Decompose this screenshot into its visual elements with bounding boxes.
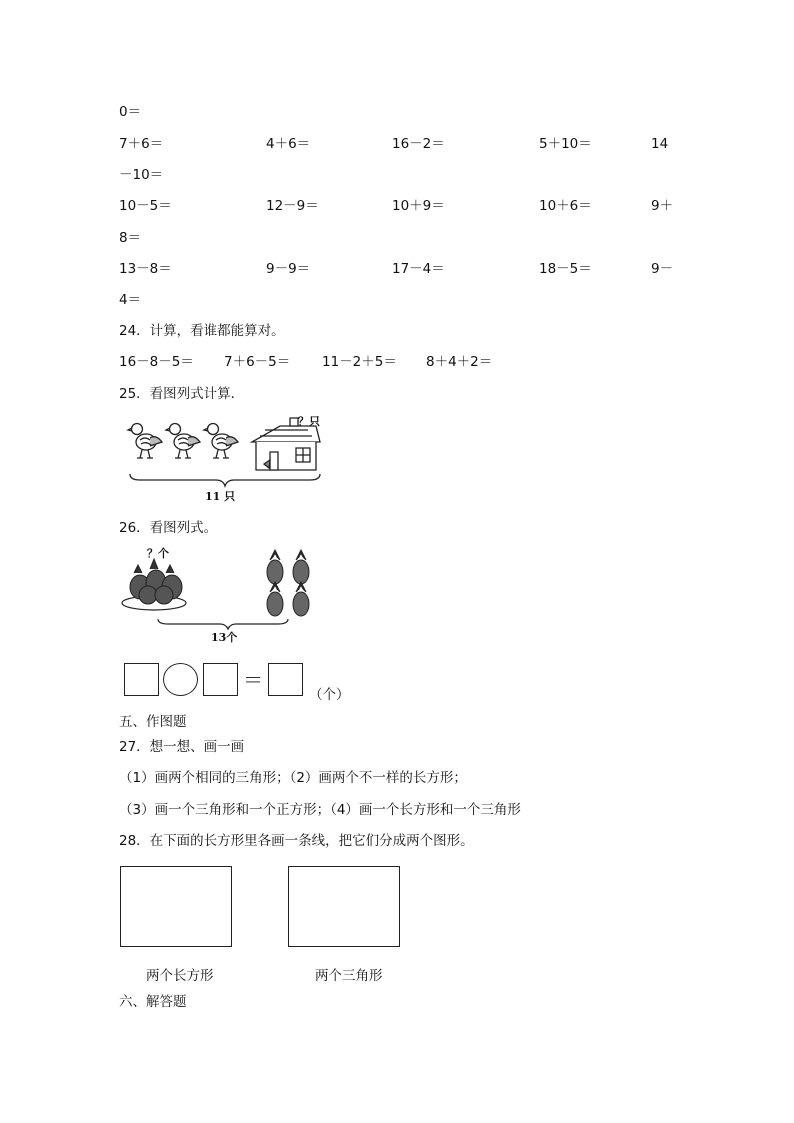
drawing-rectangle[interactable] <box>120 866 232 947</box>
arith-item: 5＋10＝ <box>539 136 592 152</box>
arith-item: －10＝ <box>119 167 164 183</box>
arith-item: 9－ <box>651 261 674 277</box>
arith-continuation: 0＝ <box>119 104 142 120</box>
q24-item: 7＋6－5＝ <box>224 354 291 370</box>
operator-circle[interactable] <box>163 663 198 696</box>
arith-item: 8＝ <box>119 230 142 246</box>
q27-line: （1）画两个相同的三角形；（2）画两个不一样的长方形； <box>119 770 467 786</box>
total-label: 11 只 <box>205 490 236 503</box>
answer-box[interactable] <box>268 663 303 696</box>
q27-title: 27．想一想、画一画 <box>119 739 245 755</box>
equals-sign: ＝ <box>243 668 263 692</box>
q27-line: （3）画一个三角形和一个正方形；（4）画一个长方形和一个三角形 <box>119 802 521 818</box>
brace-shape <box>158 619 288 629</box>
total-label: 13个 <box>211 631 238 644</box>
arith-item: 10－5＝ <box>119 198 172 214</box>
pineapple-pile <box>130 559 182 604</box>
arith-item: 4＋6＝ <box>266 136 311 152</box>
pineapple-icon <box>267 550 283 584</box>
q24-item: 8＋4＋2＝ <box>426 354 493 370</box>
arith-item: 10＋6＝ <box>539 198 592 214</box>
arith-item: 13－8＝ <box>119 261 172 277</box>
arith-item: 12－9＝ <box>266 198 319 214</box>
pineapple-icon <box>293 550 309 584</box>
arith-item: 16－2＝ <box>392 136 445 152</box>
arith-item: 9－9＝ <box>266 261 311 277</box>
arith-item: 17－4＝ <box>392 261 445 277</box>
house-question-label: ？只 <box>298 415 320 428</box>
q26-title: 26．看图列式。 <box>119 520 218 536</box>
q24-title: 24．计算，看谁都能算对。 <box>119 323 285 339</box>
brace-shape <box>130 474 320 486</box>
q28-title: 28．在下面的长方形里各画一条线，把它们分成两个图形。 <box>119 833 474 849</box>
arith-item: 18－5＝ <box>539 261 592 277</box>
section-title: 六、解答题 <box>119 994 187 1010</box>
bird-icon <box>166 424 200 459</box>
pineapple-icon <box>267 582 283 616</box>
arith-item: 14 <box>651 136 669 152</box>
answer-box[interactable] <box>203 663 238 696</box>
answer-box[interactable] <box>124 663 159 696</box>
drawing-rectangle[interactable] <box>288 866 400 947</box>
rectangle-label: 两个三角形 <box>315 968 383 984</box>
q24-item: 11－2＋5＝ <box>322 354 397 370</box>
bird-icon <box>204 424 238 459</box>
q24-item: 16－8－5＝ <box>119 354 194 370</box>
arith-item: 10＋9＝ <box>392 198 445 214</box>
arith-item: 4＝ <box>119 292 142 308</box>
pineapple-icon <box>293 582 309 616</box>
section-title: 五、作图题 <box>119 714 187 730</box>
arith-item: 9＋ <box>651 198 674 214</box>
plate-question-label: ？个 <box>147 547 169 560</box>
rectangle-label: 两个长方形 <box>146 968 214 984</box>
unit-label: （个） <box>309 687 350 703</box>
arith-item: 7＋6＝ <box>119 136 164 152</box>
q25-title: 25．看图列式计算． <box>119 386 245 402</box>
bird-icon <box>128 424 162 459</box>
